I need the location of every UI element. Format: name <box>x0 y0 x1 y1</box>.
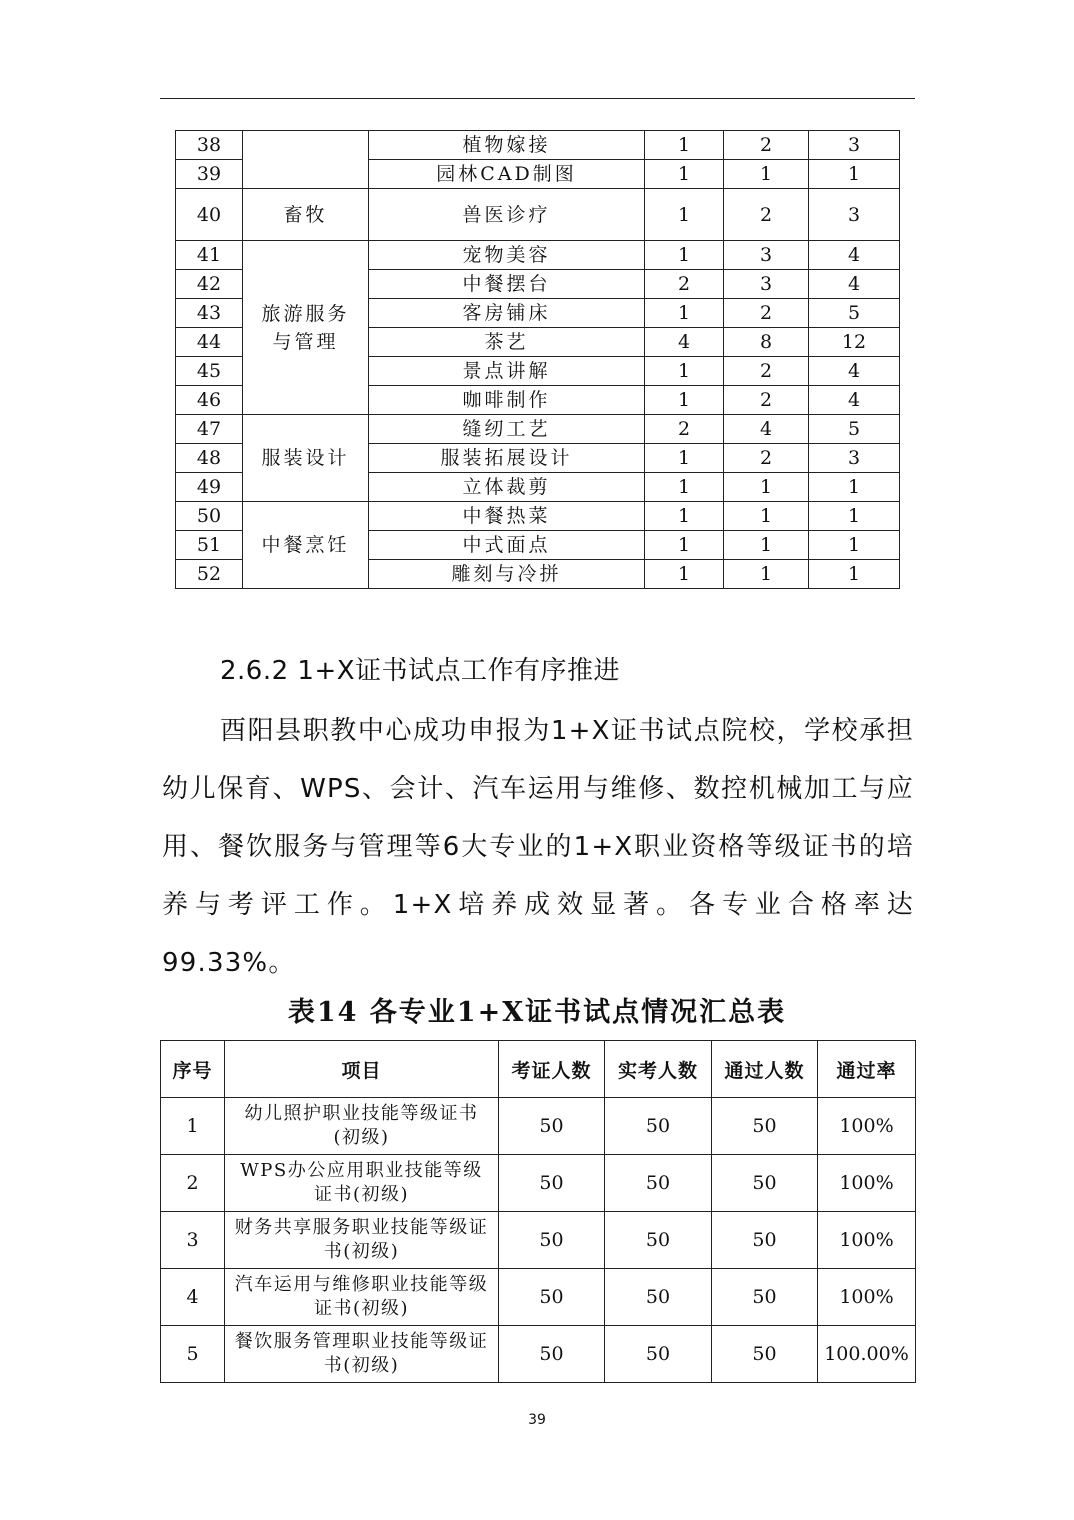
table-row <box>161 1326 916 1383</box>
skill-item: 立体裁剪 <box>369 473 645 502</box>
count-cell: 1 <box>809 473 900 502</box>
count-cell: 1 <box>645 160 724 189</box>
row-number: 1 <box>161 1098 225 1155</box>
count-cell: 1 <box>724 473 809 502</box>
applied-count: 50 <box>499 1098 605 1155</box>
page-number: 39 <box>528 1412 546 1428</box>
passed-count: 50 <box>712 1155 818 1212</box>
header-item: 项目 <box>225 1041 499 1098</box>
certificate-name: WPS办公应用职业技能等级证书(初级) <box>225 1155 499 1212</box>
row-number: 43 <box>176 299 243 328</box>
count-cell: 1 <box>645 502 724 531</box>
passed-count: 50 <box>712 1269 818 1326</box>
skill-item: 客房铺床 <box>369 299 645 328</box>
pass-rate: 100% <box>818 1155 916 1212</box>
table-row <box>176 502 900 531</box>
applied-count: 50 <box>499 1269 605 1326</box>
count-cell: 2 <box>645 270 724 299</box>
row-number: 3 <box>161 1212 225 1269</box>
certificate-name: 餐饮服务管理职业技能等级证书(初级) <box>225 1326 499 1383</box>
count-cell: 5 <box>809 415 900 444</box>
count-cell: 1 <box>645 386 724 415</box>
table-caption: 表14 各专业1+X证书试点情况汇总表 <box>287 997 787 1028</box>
pass-rate: 100% <box>818 1098 916 1155</box>
count-cell: 4 <box>724 415 809 444</box>
count-cell: 1 <box>645 189 724 241</box>
count-cell: 1 <box>645 299 724 328</box>
count-cell: 2 <box>724 386 809 415</box>
count-cell: 1 <box>645 131 724 160</box>
taken-count: 50 <box>605 1326 712 1383</box>
skill-item: 服装拓展设计 <box>369 444 645 473</box>
count-cell: 1 <box>645 560 724 589</box>
count-cell: 1 <box>724 531 809 560</box>
group-fashion: 服装设计 <box>243 415 369 502</box>
count-cell: 1 <box>645 357 724 386</box>
row-number: 41 <box>176 241 243 270</box>
count-cell: 3 <box>724 270 809 299</box>
applied-count: 50 <box>499 1155 605 1212</box>
row-number: 48 <box>176 444 243 473</box>
count-cell: 4 <box>809 386 900 415</box>
count-cell: 2 <box>724 357 809 386</box>
taken-count: 50 <box>605 1212 712 1269</box>
skill-item: 园林CAD制图 <box>369 160 645 189</box>
count-cell: 4 <box>645 328 724 357</box>
section-heading: 2.6.2 1+X证书试点工作有序推进 <box>220 656 621 686</box>
count-cell: 4 <box>809 241 900 270</box>
row-number: 2 <box>161 1155 225 1212</box>
applied-count: 50 <box>499 1212 605 1269</box>
group-tourism-line2: 与管理 <box>272 330 339 353</box>
count-cell: 1 <box>724 502 809 531</box>
table-row <box>176 415 900 444</box>
count-cell: 1 <box>809 531 900 560</box>
header-rule <box>160 98 915 99</box>
skill-item: 宠物美容 <box>369 241 645 270</box>
count-cell: 1 <box>809 160 900 189</box>
table-row <box>161 1155 916 1212</box>
count-cell: 1 <box>645 444 724 473</box>
taken-count: 50 <box>605 1155 712 1212</box>
table-row <box>176 241 900 270</box>
header-taken: 实考人数 <box>605 1041 712 1098</box>
certificate-summary-table <box>160 1040 916 1383</box>
count-cell: 12 <box>809 328 900 357</box>
skill-item: 茶艺 <box>369 328 645 357</box>
count-cell: 3 <box>809 189 900 241</box>
skill-item: 植物嫁接 <box>369 131 645 160</box>
row-number: 38 <box>176 131 243 160</box>
row-number: 45 <box>176 357 243 386</box>
passed-count: 50 <box>712 1326 818 1383</box>
table-row <box>161 1212 916 1269</box>
count-cell: 4 <box>809 357 900 386</box>
count-cell: 3 <box>809 131 900 160</box>
taken-count: 50 <box>605 1269 712 1326</box>
table-row <box>161 1269 916 1326</box>
count-cell: 2 <box>645 415 724 444</box>
count-cell: 4 <box>809 270 900 299</box>
table-row <box>176 131 900 160</box>
row-number: 39 <box>176 160 243 189</box>
count-cell: 2 <box>724 131 809 160</box>
pass-rate: 100.00% <box>818 1326 916 1383</box>
row-number: 51 <box>176 531 243 560</box>
row-number: 40 <box>176 189 243 241</box>
row-number: 46 <box>176 386 243 415</box>
row-number: 49 <box>176 473 243 502</box>
header-no: 序号 <box>161 1041 225 1098</box>
section-paragraph: 酉阳县职教中心成功申报为1+X证书试点院校，学校承担幼儿保育、WPS、会计、汽车运用与维修、数控机械加工与应用、餐饮服务与管理等6大专业的1+X职业资格等级证书的培养与考评工作。1+X培养成效显著。各专业合格率达99.33%。 <box>162 716 915 978</box>
count-cell: 1 <box>645 473 724 502</box>
row-number: 42 <box>176 270 243 299</box>
count-cell: 1 <box>645 531 724 560</box>
count-cell: 8 <box>724 328 809 357</box>
header-rate: 通过率 <box>818 1041 916 1098</box>
table-row <box>176 189 900 241</box>
count-cell: 3 <box>809 444 900 473</box>
count-cell: 2 <box>724 299 809 328</box>
row-number: 47 <box>176 415 243 444</box>
skill-item: 景点讲解 <box>369 357 645 386</box>
skill-item: 中餐摆台 <box>369 270 645 299</box>
group-cell-empty <box>243 131 369 189</box>
row-number: 44 <box>176 328 243 357</box>
skill-item: 中式面点 <box>369 531 645 560</box>
passed-count: 50 <box>712 1212 818 1269</box>
table-row <box>161 1098 916 1155</box>
taken-count: 50 <box>605 1098 712 1155</box>
row-number: 4 <box>161 1269 225 1326</box>
skill-item: 咖啡制作 <box>369 386 645 415</box>
count-cell: 1 <box>809 502 900 531</box>
header-passed: 通过人数 <box>712 1041 818 1098</box>
count-cell: 1 <box>809 560 900 589</box>
count-cell: 1 <box>724 560 809 589</box>
row-number: 52 <box>176 560 243 589</box>
row-number: 50 <box>176 502 243 531</box>
table-header-row <box>161 1041 916 1098</box>
pass-rate: 100% <box>818 1212 916 1269</box>
group-tourism-line1: 旅游服务 <box>261 302 350 325</box>
skill-item: 兽医诊疗 <box>369 189 645 241</box>
count-cell: 5 <box>809 299 900 328</box>
count-cell: 3 <box>724 241 809 270</box>
count-cell: 2 <box>724 189 809 241</box>
skill-item: 缝纫工艺 <box>369 415 645 444</box>
count-cell: 2 <box>724 444 809 473</box>
passed-count: 50 <box>712 1098 818 1155</box>
count-cell: 1 <box>645 241 724 270</box>
count-cell: 1 <box>724 160 809 189</box>
specialty-skills-table <box>175 130 900 589</box>
certificate-name: 幼儿照护职业技能等级证书(初级) <box>225 1098 499 1155</box>
certificate-name: 汽车运用与维修职业技能等级证书(初级) <box>225 1269 499 1326</box>
header-applied: 考证人数 <box>499 1041 605 1098</box>
group-tourism <box>243 241 369 415</box>
group-livestock: 畜牧 <box>243 189 369 241</box>
pass-rate: 100% <box>818 1269 916 1326</box>
group-cooking: 中餐烹饪 <box>243 502 369 589</box>
row-number: 5 <box>161 1326 225 1383</box>
applied-count: 50 <box>499 1326 605 1383</box>
certificate-name: 财务共享服务职业技能等级证书(初级) <box>225 1212 499 1269</box>
skill-item: 中餐热菜 <box>369 502 645 531</box>
skill-item: 雕刻与冷拼 <box>369 560 645 589</box>
